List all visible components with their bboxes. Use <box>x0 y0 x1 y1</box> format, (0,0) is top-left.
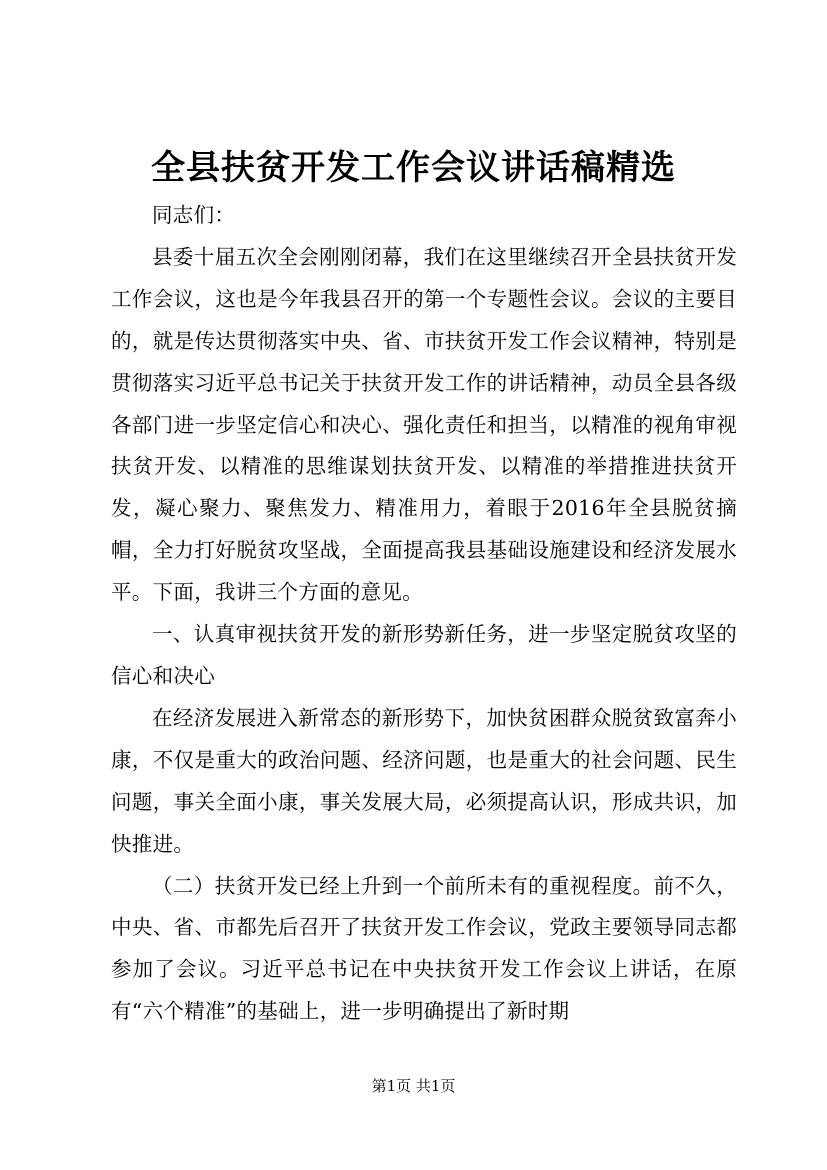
body-paragraph: 在经济发展进入新常态的新形势下，加快贫困群众脱贫致富奔小康，不仅是重大的政治问题、经济问题，也是重大的社会问题、民生问题，事关全面小康，事关发展大局，必须提高认识，形成共识，加快推进。 <box>111 705 737 856</box>
body-paragraph: （二）扶贫开发已经上升到一个前所未有的重视程度。前不久，中央、省、市都先后召开了扶贫开发工作会议，党政主要领导同志都参加了会议。习近平总书记在中央扶贫开发工作会议上讲话，在原有“六个精准”的基础上，进一步明确提出了新时期 <box>111 873 737 1024</box>
salutation: 同志们： <box>152 203 236 227</box>
page-footer: 第1页 共1页 <box>371 1077 456 1095</box>
section-heading: 一、认真审视扶贫开发的新形势新任务，进一步坚定脱贫攻坚的信心和决心 <box>111 622 737 688</box>
body-paragraph: 县委十届五次全会刚刚闭幕，我们在这里继续召开全县扶贫开发工作会议，这也是今年我县召开的第一个专题性会议。会议的主要目的，就是传达贯彻落实中央、省、市扶贫开发工作会议精神，特别是贯彻落实习近平总书记关于扶贫开发工作的讲话精神，动员全县各级各部门进一步坚定信心和决心、强化责任和担当，以精准的视角审视扶贫开发、以精准的思维谋划扶贫开发、以精准的举措推进扶贫开发，凝心聚力、聚焦发力、精准用力，着眼于2016年全县脱贫摘帽，全力打好脱贫攻坚战，全面提高我县基础设施建设和经济发展水平。下面，我讲三个方面的意见。 <box>111 244 737 605</box>
document-title: 全县扶贫开发工作会议讲话稿精选 <box>151 148 676 188</box>
document-body <box>111 195 737 1033</box>
